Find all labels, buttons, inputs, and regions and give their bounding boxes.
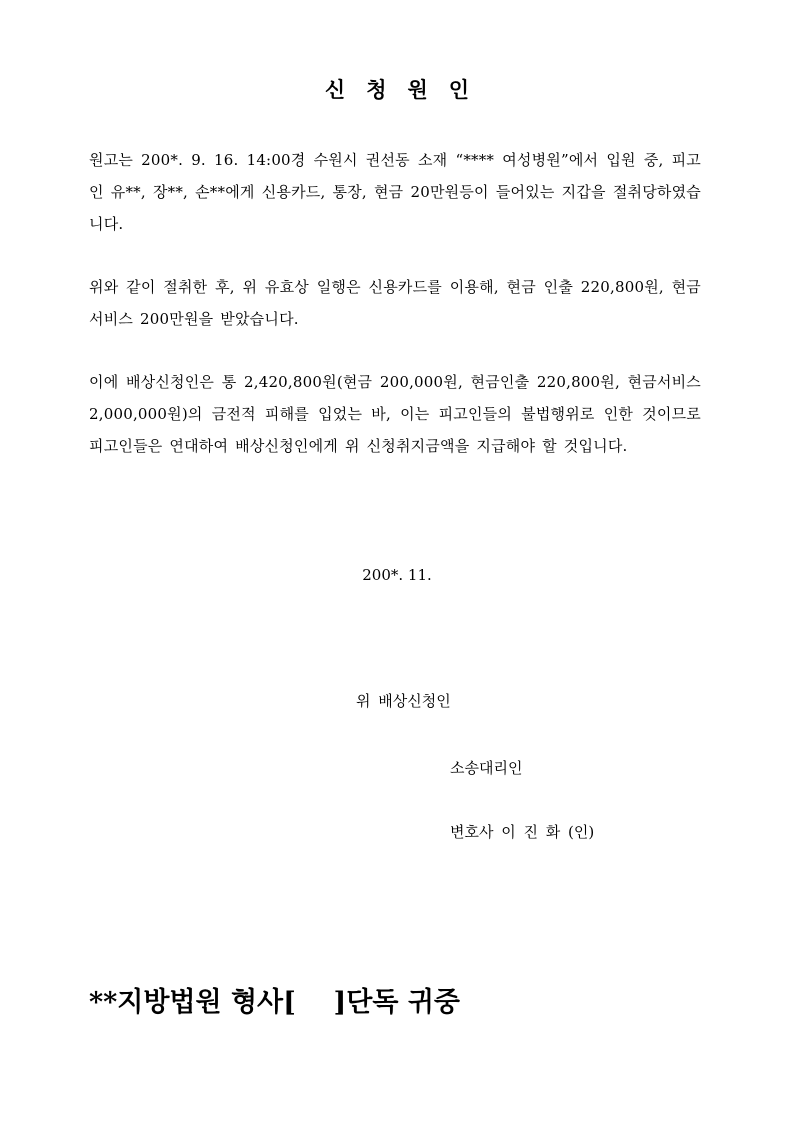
claim-paragraph-3: 이에 배상신청인은 통 2,420,800원(현금 200,000원, 현금인출 220,800원, 현금서비스 2,000,000원)의 금전적 피해를 입었는 바, 이는 피고인들의 불법행위로 인한 것이므로 피고인들은 연대하여 배상신청인에게 위 신청취지금액을 지급해야 할 것입니다. <box>89 373 701 455</box>
document-date: 200*. 11. <box>362 566 432 584</box>
document-title: 신청원인 <box>324 77 491 102</box>
lawyer-signature: 변호사 이 진 화 (인) <box>450 823 595 841</box>
claim-paragraph-2: 위와 같이 절취한 후, 위 유효상 일행은 신용카드를 이용해, 현금 인출 220,800원, 현금서비스 200만원을 받았습니다. <box>89 278 701 328</box>
claim-paragraph-1: 원고는 200*. 9. 16. 14:00경 수원시 권선동 소재 “**** 여성병원”에서 입원 중, 피고인 유**, 장**, 손**에게 신용카드, 통장, 현금 20만원등이 들어있는 지갑을 절취당하였습니다. <box>89 151 701 233</box>
agent-label: 소송대리인 <box>450 759 523 777</box>
applicant-label: 위 배상신청인 <box>356 692 451 710</box>
court-addressee: **지방법원 형사[ ]단독 귀중 <box>89 987 461 1018</box>
